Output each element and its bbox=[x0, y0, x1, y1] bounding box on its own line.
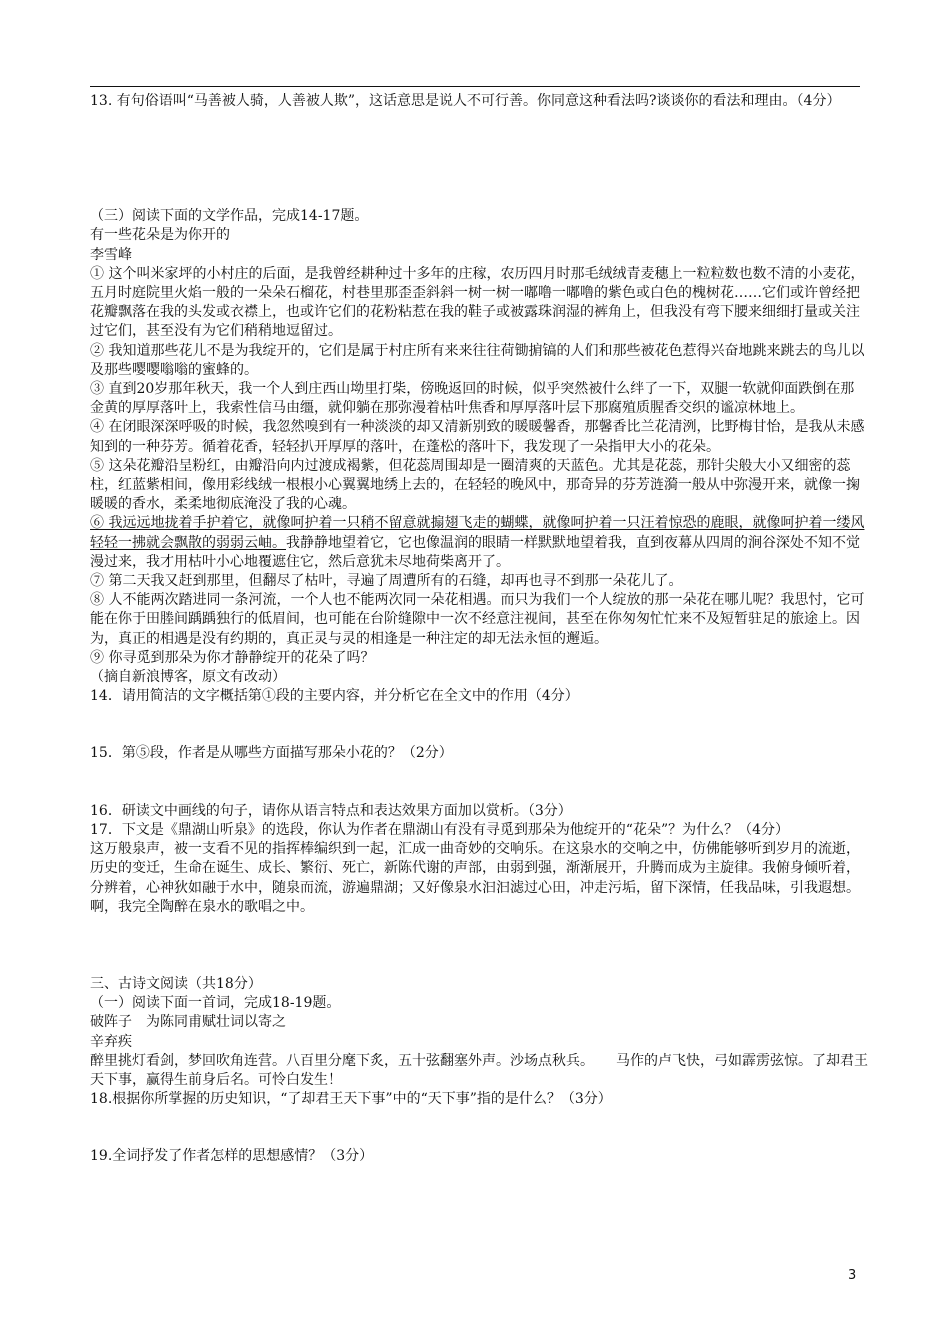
paragraph-2: ② 我知道那些花儿不是为我绽开的，它们是属于村庄所有来来往往荷锄掮镐的人们和那些被花色惹得兴奋地跳来跳去的鸟儿以及那些嘤嘤嗡嗡的蜜蜂的。 bbox=[90, 342, 865, 378]
source-note: （摘自新浪博客，原文有改动） bbox=[90, 669, 286, 686]
poem-line-2: 马作的卢飞快，弓如霹雳弦惊。了却君王天下事，赢得生前身后名。可怜白发生！ bbox=[90, 1052, 868, 1088]
poem-author: 辛弃疾 bbox=[90, 1033, 132, 1050]
paragraph-4: ④ 在闭眼深深呼吸的时候，我忽然嗅到有一种淡淡的却又清新别致的暖暖馨香，那馨香比兰花清洌，比野梅甘怡，是我从未感知到的一种芬芳。循着花香，轻轻扒开厚厚的落叶，在蓬松的落叶下，我发现了一朵指甲大小的花朵。 bbox=[90, 419, 865, 455]
answer-space bbox=[90, 706, 868, 744]
paragraph-7: ⑦ 第二天我又赶到那里，但翻尽了枯叶，寻遍了周遭所有的石缝，却再也寻不到那一朵花儿了。 bbox=[90, 573, 683, 590]
essay-title: 有一些花朵是为你开的 bbox=[90, 227, 230, 244]
answer-space bbox=[90, 1109, 868, 1147]
paragraph-8: ⑧ 人不能两次踏进同一条河流，一个人也不能两次同一朵花相遇。而只为我们一个人绽放的那一朵花在哪儿呢？我思忖，它可能在你于田塍间踽踽独行的低眉间，也可能在台阶缝隙中一次不经意注视间，甚至在你匆匆忙忙来不及短暂驻足的旅途上。因为，真正的相遇是没有约期的，真正灵与灵的相逢是一种注定的却无法永恒的邂逅。 bbox=[90, 592, 865, 647]
question-17-passage: 这万般泉声，被一支看不见的指挥棒编织到一起，汇成一曲奇妙的交响乐。在这泉水的交响之中，仿佛能够听到岁月的流逝，历史的变迁，生命在诞生、成长、繁衍、死亡，新陈代谢的声部，由弱到强，渐渐展开，升腾而成为主旋律。我俯身倾听着，分辨着，心神狄如融于水中，随泉而流，游遍鼎湖；又好像泉水汩汩滤过心田，冲走污垢，留下深情，任我品味，引我遐想。啊，我完全陶醉在泉水的歌唱之中。 bbox=[90, 841, 860, 915]
poem-line-1: 醉里挑灯看剑，梦回吹角连营。八百里分麾下炙，五十弦翻塞外声。沙场点秋兵。 bbox=[90, 1052, 594, 1069]
part-3-title: 三、古诗文阅读（共18分） bbox=[90, 975, 262, 992]
question-18: 18.根据你所掌握的历史知识，“了却君王天下事”中的“天下事”指的是什么？（3分） bbox=[90, 1091, 612, 1108]
page-number: 3 bbox=[848, 1268, 857, 1283]
section-3-intro: （三）阅读下面的文学作品，完成14-17题。 bbox=[90, 208, 369, 225]
poem-text bbox=[90, 1052, 868, 1090]
question-17: 17．下文是《鼎湖山听泉》的选段，你认为作者在鼎湖山有没有寻觅到那朵为他绽开的“花朵”？为什么？（4分） bbox=[90, 821, 790, 838]
essay-author: 李雪峰 bbox=[90, 246, 132, 263]
paragraph-1: ① 这个叫米家坪的小村庄的后面，是我曾经耕种过十多年的庄稼，农历四月时那毛绒绒青麦穗上一粒粒数也数不清的小麦花，五月时庭院里火焰一般的一朵朵石榴花，村巷里那歪歪斜斜一树一树一嘟噜一嘟噜的紫色或白色的槐树花……它们或许曾经把花瓣飘落在我的头发或衣襟上，也或许它们的花粉粘惹在我的鞋子或被露珠润湿的裤角上，但我没有弯下腰来细细打量或关注过它们，甚至没有为它们稍稍地逗留过。 bbox=[90, 265, 865, 340]
answer-space bbox=[90, 917, 868, 975]
paragraph-3: ③ 直到20岁那年秋天，我一个人到庄西山坳里打柴，傍晚返回的时候，似乎突然被什么绊了一下，双腿一软就仰面跌倒在那金黄的厚厚落叶上，我索性信马由缰，就仰躺在那弥漫着枯叶焦香和厚厚落叶层下那腐殖质腥香交织的谧凉林地上。 bbox=[90, 381, 855, 417]
answer-space bbox=[90, 764, 868, 802]
paragraph-6 bbox=[90, 514, 868, 572]
page-content bbox=[90, 92, 868, 1167]
question-15: 15．第⑤段，作者是从哪些方面描写那朵小花的？（2分） bbox=[90, 745, 453, 762]
question-19: 19.全词抒发了作者怎样的思想感情？（3分） bbox=[90, 1148, 374, 1165]
answer-space bbox=[90, 111, 868, 207]
part-3-intro: （一）阅读下面一首词，完成18-19题。 bbox=[90, 995, 341, 1012]
poem-title: 破阵子 为陈同甫赋壮词以寄之 bbox=[90, 1014, 286, 1031]
underlined-sentence: ⑥ 我远远地拢着手护着它，就像呵护着一只稍不留意就搧翅飞走的蝴蝶，就像呵护着一只汪着惊恐的鹿眼，就像呵护着一缕风轻轻一拂就会飘散的弱弱云岫。 bbox=[90, 515, 865, 551]
question-16: 16．研读文中画线的句子，请你从语言特点和表达效果方面加以赏析。（3分） bbox=[90, 802, 572, 819]
paragraph-6-rest: 我静静地望着它，它也像温润的眼睛一样默默地望着我，直到夜幕从四周的涧谷深处不知不觉漫过来，我才用枯叶小心地覆遮住它，然后意犹未尽地荷柴离开了。 bbox=[90, 534, 860, 570]
header-rule bbox=[90, 86, 860, 87]
paragraph-5: ⑤ 这朵花瓣沿呈粉红，由瓣沿向内过渡成褐紫，但花蕊周围却是一圈清爽的天蓝色。尤其是花蕊，那针尖般大小又细密的蕊柱，红蓝紫相间，像用彩线绒一根根小心翼翼地绣上去的，在轻轻的晚风中，那奇异的芬芳涟漪一般从中弥漫开来，就像一掬暖暖的香水，柔柔地彻底淹没了我的心魂。 bbox=[90, 457, 860, 513]
question-13: 13. 有句俗语叫“马善被人骑，人善被人欺”，这话意思是说人不可行善。你同意这种看法吗?谈谈你的看法和理由。（4分） bbox=[90, 93, 841, 109]
question-14: 14．请用简洁的文字概括第①段的主要内容，并分析它在全文中的作用（4分） bbox=[90, 688, 579, 705]
paragraph-9: ⑨ 你寻觅到那朵为你才静静绽开的花朵了吗？ bbox=[90, 649, 375, 666]
